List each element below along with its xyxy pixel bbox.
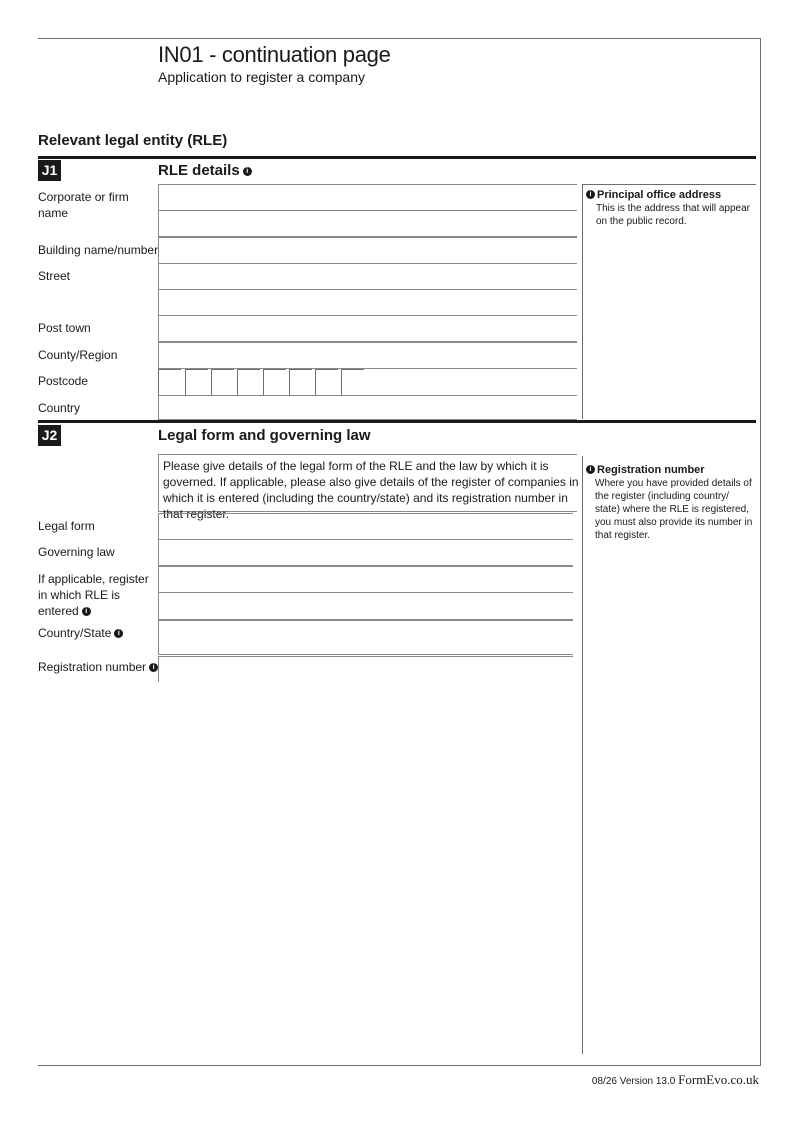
- label-registration-number: [38, 659, 158, 675]
- label-post-town: Post town: [38, 321, 91, 335]
- label-corporate-name: Corporate or firm name: [38, 190, 129, 220]
- postcode-box-7[interactable]: [315, 369, 338, 395]
- j2-note-heading: [586, 464, 756, 476]
- country-field[interactable]: [158, 395, 577, 420]
- info-circle-icon: i: [149, 663, 158, 672]
- j1-note-heading: [586, 189, 754, 201]
- j2-title: Legal form and governing law: [158, 427, 371, 444]
- register-field-1[interactable]: [158, 566, 573, 593]
- label-governing-law: Governing law: [38, 545, 115, 559]
- postcode-box-6[interactable]: [289, 369, 312, 395]
- footer-version: 08/26 Version 13.0: [591, 1076, 676, 1087]
- right-border: [760, 38, 761, 1065]
- label-country: Country: [38, 401, 81, 415]
- postcode-box-3[interactable]: [211, 369, 234, 395]
- post-town-field[interactable]: [158, 315, 577, 342]
- street-field-2[interactable]: [158, 289, 577, 316]
- label-country-state: [38, 625, 123, 641]
- j2-note: [586, 464, 756, 542]
- bottom-border: [38, 1065, 761, 1066]
- postcode-box-1[interactable]: [158, 369, 181, 395]
- label-country-state-text: Country/State: [38, 626, 112, 640]
- registration-number-field[interactable]: [158, 656, 573, 682]
- label-street: Street: [38, 269, 71, 283]
- corporate-name-field-1[interactable]: [158, 184, 577, 211]
- form-title: IN01 - continuation page: [158, 42, 391, 67]
- j2-instructions: Please give details of the legal form of the RLE and the law by which it is governed. If applicable, please also give details of the register of companies in which it is entered (including the country/state) and its registration number in that register.: [163, 459, 579, 521]
- j1-title: [158, 162, 252, 179]
- j2-note-body: Where you have provided details of the register (including country/ state) where the RLE is registered, you must also provide its number in that register.: [595, 478, 753, 541]
- corporate-name-field-2[interactable]: [158, 210, 577, 237]
- j1-title-text: RLE details: [158, 162, 240, 179]
- info-circle-icon: i: [586, 190, 595, 199]
- j1-note: [586, 189, 754, 228]
- label-register-entered: [38, 571, 153, 619]
- form-subtitle: Application to register a company: [158, 69, 365, 85]
- j1-divider: [38, 156, 756, 159]
- postcode-box-2[interactable]: [185, 369, 208, 395]
- postcode-box-4[interactable]: [237, 369, 260, 395]
- postcode-box-8[interactable]: [341, 369, 364, 395]
- label-legal-form: Legal form: [38, 519, 95, 533]
- register-field-2[interactable]: [158, 592, 573, 620]
- top-border: [38, 38, 761, 39]
- footer: [592, 1072, 759, 1088]
- label-register-entered-text: If applicable, register in which RLE is entered: [38, 572, 149, 618]
- governing-law-field[interactable]: [158, 539, 573, 566]
- j2-badge: J2: [38, 425, 61, 446]
- info-circle-icon: i: [243, 167, 252, 176]
- j2-note-rule: [582, 456, 583, 1054]
- j1-note-rule: [582, 184, 583, 419]
- building-field[interactable]: [158, 237, 577, 264]
- j1-badge: J1: [38, 160, 61, 181]
- label-county: County/Region: [38, 348, 118, 362]
- j2-divider: [38, 420, 756, 423]
- section-heading: Relevant legal entity (RLE): [38, 132, 228, 149]
- j1-note-body: This is the address that will appear on the public record.: [596, 203, 750, 227]
- j2-note-title: Registration number: [597, 464, 705, 476]
- j1-note-top-rule: [582, 184, 756, 185]
- country-state-field[interactable]: [158, 620, 573, 655]
- legal-form-field[interactable]: [158, 513, 573, 540]
- county-field[interactable]: [158, 342, 577, 369]
- street-field-1[interactable]: [158, 263, 577, 290]
- footer-brand: FormEvo.co.uk: [678, 1072, 759, 1087]
- info-circle-icon: i: [82, 607, 91, 616]
- label-building: Building name/number: [38, 243, 159, 257]
- j1-note-title: Principal office address: [597, 189, 722, 201]
- label-registration-number-text: Registration number: [38, 660, 147, 674]
- info-circle-icon: i: [586, 465, 595, 474]
- label-postcode: Postcode: [38, 374, 89, 388]
- info-circle-icon: i: [114, 629, 123, 638]
- postcode-box-5[interactable]: [263, 369, 286, 395]
